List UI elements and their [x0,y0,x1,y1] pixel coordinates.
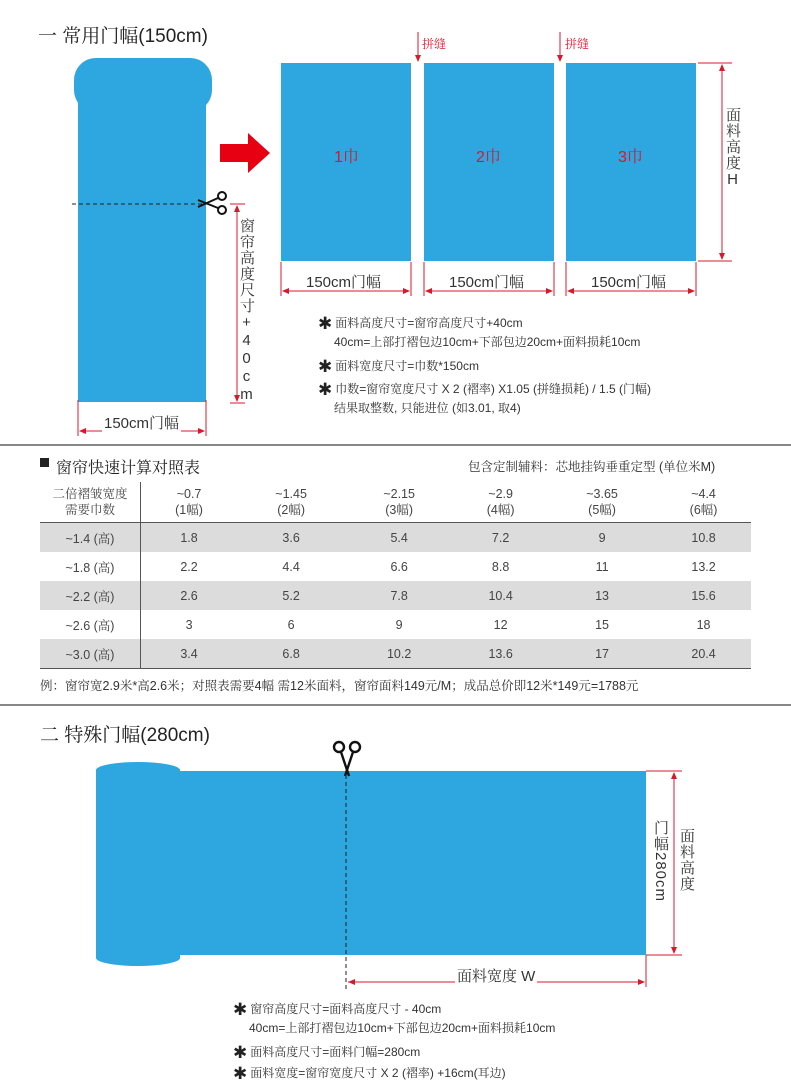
panel-2-width-label: 150cm门幅 [449,274,525,291]
table-cell: 1.8 [141,523,238,553]
fabric-width-label: 面料宽度 W [455,965,537,986]
section2-note-1 [233,1000,555,1037]
fabric-height-label: 面料高度H [724,107,741,189]
section1-note-3 [318,380,651,417]
table-cell: 6.8 [237,639,345,669]
roll-width-label: 150cm门幅 [102,412,181,433]
section1-note-1-line2: 40cm=上部打褶包边10cm+下部包边20cm+面料损耗10cm [334,335,641,349]
panel-3-width-label: 150cm门幅 [591,274,667,291]
panel-1-width-label: 150cm门幅 [306,274,382,291]
scissors-icon [330,740,364,780]
table-row [40,523,751,553]
section1-note-3-line2: 结果取整数, 只能进位 (如3.01, 取4) [334,401,521,415]
table-cell: 3 [185,617,193,632]
table-cell: 5.4 [345,523,453,553]
col-line1: ~3.65 [586,487,618,501]
table-cell: 2.2 [180,559,198,574]
section2-note-3 [233,1064,506,1083]
table-cell: 9 [548,523,656,553]
table-row [40,639,751,669]
section2-note-2-line1: 面料高度尺寸=面料门幅=280cm [250,1045,421,1059]
section1-note-2-line1: 面料宽度尺寸=巾数*150cm [335,359,479,373]
section1-note-1 [318,314,640,351]
asterisk-icon: ✱ [233,1043,248,1062]
table-cell: 2.6 [141,581,238,610]
table-cell: 8.8 [491,559,510,574]
section2-note-1-line2: 40cm=上部打褶包边10cm+下部包边20cm+面料损耗10cm [249,1021,556,1035]
section1-title: 一 常用门幅(150cm) [38,26,208,47]
row-label: ~3.0 (高) [40,639,141,669]
section1-note-2 [318,357,479,376]
col-line2: (2幅) [277,503,305,517]
table-title: 窗帘快速计算对照表 [56,460,201,477]
table-cell: 3.6 [237,523,345,553]
table-cell: 6.6 [390,559,408,574]
col-line2: (1幅) [175,503,203,517]
table-cell: 3.4 [141,639,238,669]
column-header [345,482,453,523]
calc-table [40,482,751,669]
table-cell: 13.2 [691,559,716,574]
asterisk-icon: ✱ [318,357,333,376]
asterisk-icon: ✱ [233,1064,248,1083]
table-cell: 11 [595,559,609,574]
curtain-height-label: 窗帘高度尺寸+40cm [238,218,255,404]
table-subtitle: 包含定制辅料：芯地挂钩垂重定型 (单位米M) [468,460,716,474]
table-cell: 10.4 [453,581,548,610]
table-example: 例：窗帘宽2.9米*高2.6米；对照表需要4幅 需12米面料，窗帘面料149元/M；成品总价即12米*149元=1788元 [40,679,639,693]
section2-note-3-line1: 面料宽度=窗帘宽度尺寸 X 2 (褶率) +16cm(耳边) [250,1066,506,1080]
section2-note-2 [233,1043,420,1062]
table-cell: 13 [548,581,656,610]
table-cell: 15.6 [656,581,751,610]
table-cell: 6 [287,617,295,632]
panel-1-label: 1巾 [334,149,359,166]
table-cell: 17 [548,639,656,669]
col-line2: (3幅) [385,503,414,517]
wide-fabric-sheet [160,771,646,955]
table-cell: 10.8 [656,523,751,553]
asterisk-icon: ✱ [318,314,333,333]
scissors-icon [195,190,229,216]
table-cell: 5.2 [237,581,345,610]
table-row [40,552,751,581]
column-header [453,482,548,523]
table-cell: 13.6 [453,639,548,669]
col-line1: ~2.15 [383,487,415,501]
table-cell: 20.4 [656,639,751,669]
column-header [548,482,656,523]
table-cell: 12 [493,617,508,632]
col-line1: ~2.9 [488,487,513,501]
table-corner-cell [40,482,141,523]
col-line2: (6幅) [689,503,718,517]
seam-label-2: 拼缝 [565,37,590,51]
square-bullet-icon [40,458,49,467]
section1-note-1-line1: 面料高度尺寸=窗帘高度尺寸+40cm [335,316,523,330]
row-label: ~1.4 (高) [40,523,141,553]
table-cell: 18 [696,617,711,632]
section2-title: 二 特殊门幅(280cm) [40,725,210,746]
fabric-roll-body [78,100,206,402]
seam-label-1: 拼缝 [422,37,447,51]
table-cell: 7.8 [345,581,453,610]
table-cell: 4.4 [282,559,300,574]
table-cell: 15 [595,617,610,632]
right-arrow-icon [220,133,272,173]
column-header [237,482,345,523]
column-header [656,482,751,523]
wide-fabric-roll [94,760,184,968]
col-line1: ~4.4 [691,487,716,501]
table-cell: 7.2 [453,523,548,553]
row-label: ~2.6 (高) [40,610,141,639]
col-line2: (4幅) [486,503,515,517]
panel-2-label: 2巾 [476,149,501,166]
corner-line2: 需要巾数 [64,503,115,517]
col-line2: (5幅) [588,503,616,517]
table-header-row [40,482,751,523]
roll-width-280-label: 门幅280cm [652,820,669,903]
panel-3-label: 3巾 [618,149,643,166]
table-cell: 9 [395,617,403,632]
column-header [141,482,238,523]
asterisk-icon: ✱ [318,380,333,399]
section1-note-3-line1: 巾数=窗帘宽度尺寸 X 2 (褶率) X1.05 (拼缝损耗) / 1.5 (门幅) [335,382,651,396]
corner-line1: 二倍褶皱宽度 [52,487,128,501]
table-row [40,610,751,639]
section2-note-1-line1: 窗帘高度尺寸=面料高度尺寸 - 40cm [250,1002,442,1016]
table-row [40,581,751,610]
row-label: ~1.8 (高) [40,552,141,581]
col-line1: ~1.45 [275,487,307,501]
row-label: ~2.2 (高) [40,581,141,610]
col-line1: ~0.7 [176,487,202,501]
asterisk-icon: ✱ [233,1000,248,1019]
table-cell: 10.2 [345,639,453,669]
fabric-height-label-2: 面料高度 [678,828,695,892]
